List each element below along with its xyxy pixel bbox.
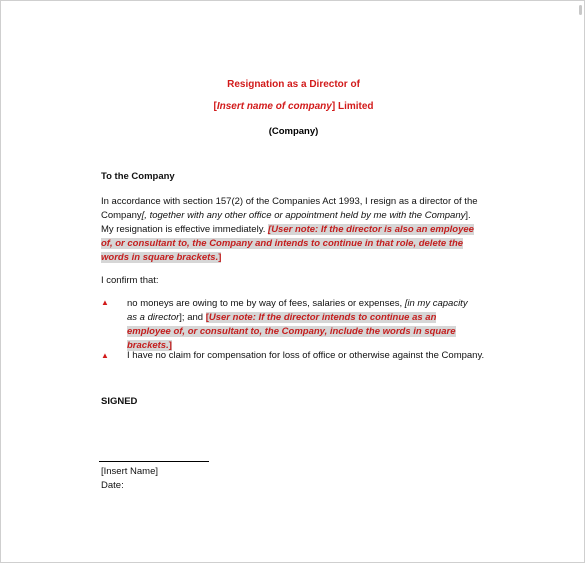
bullet-item-1 bbox=[127, 297, 477, 353]
signed-heading: SIGNED bbox=[101, 396, 138, 407]
bracket-open: [ bbox=[213, 101, 217, 112]
company-name-placeholder: Insert name of company bbox=[216, 101, 332, 112]
para-text: In accordance with section 157(2) of the Companies Act 1993, I resign as a director of the Company bbox=[101, 196, 478, 221]
user-note-text: [User note: If the director is also an employee of, or consultant to, the Company and intends to continue in that role, delete the words in square brackets. bbox=[101, 224, 474, 263]
resignation-paragraph bbox=[101, 195, 481, 265]
user-note-close: ] bbox=[218, 252, 222, 263]
bracket-close: ] bbox=[331, 101, 336, 112]
confirm-heading: I confirm that: bbox=[101, 275, 159, 286]
para-text-2: ]. My resignation is effective immediately. bbox=[101, 210, 471, 235]
signature-date: Date: bbox=[101, 480, 124, 491]
user-note-2-text: User note: If the director intends to continue as an employee of, or consultant to, the Company, include the words in square brackets. bbox=[127, 312, 456, 351]
bullet-item-2: I have no claim for compensation for loss of office or otherwise against the Company. bbox=[127, 350, 485, 361]
company-name-line bbox=[1, 101, 585, 112]
para-italic: [, together with any other office or appointment held by me with the Company bbox=[141, 210, 466, 221]
triangle-bullet-icon: ▲ bbox=[101, 298, 109, 307]
bullet-text-2: ]; and bbox=[179, 312, 206, 323]
bullet-text: no moneys are owing to me by way of fees, salaries or expenses, bbox=[127, 298, 405, 309]
triangle-bullet-icon: ▲ bbox=[101, 351, 109, 360]
bullet-italic: [in my capacity as a director bbox=[127, 298, 468, 323]
user-note-2-close: ] bbox=[168, 340, 172, 351]
signature-line bbox=[99, 461, 209, 462]
company-suffix: Limited bbox=[335, 101, 374, 112]
salutation: To the Company bbox=[101, 171, 175, 182]
document-title: Resignation as a Director of bbox=[227, 79, 360, 90]
scrollbar-thumb[interactable] bbox=[579, 5, 582, 15]
user-note-2-open: [ bbox=[205, 312, 209, 323]
document-subtitle: (Company) bbox=[268, 126, 319, 137]
signatory-name: [Insert Name] bbox=[101, 466, 159, 477]
